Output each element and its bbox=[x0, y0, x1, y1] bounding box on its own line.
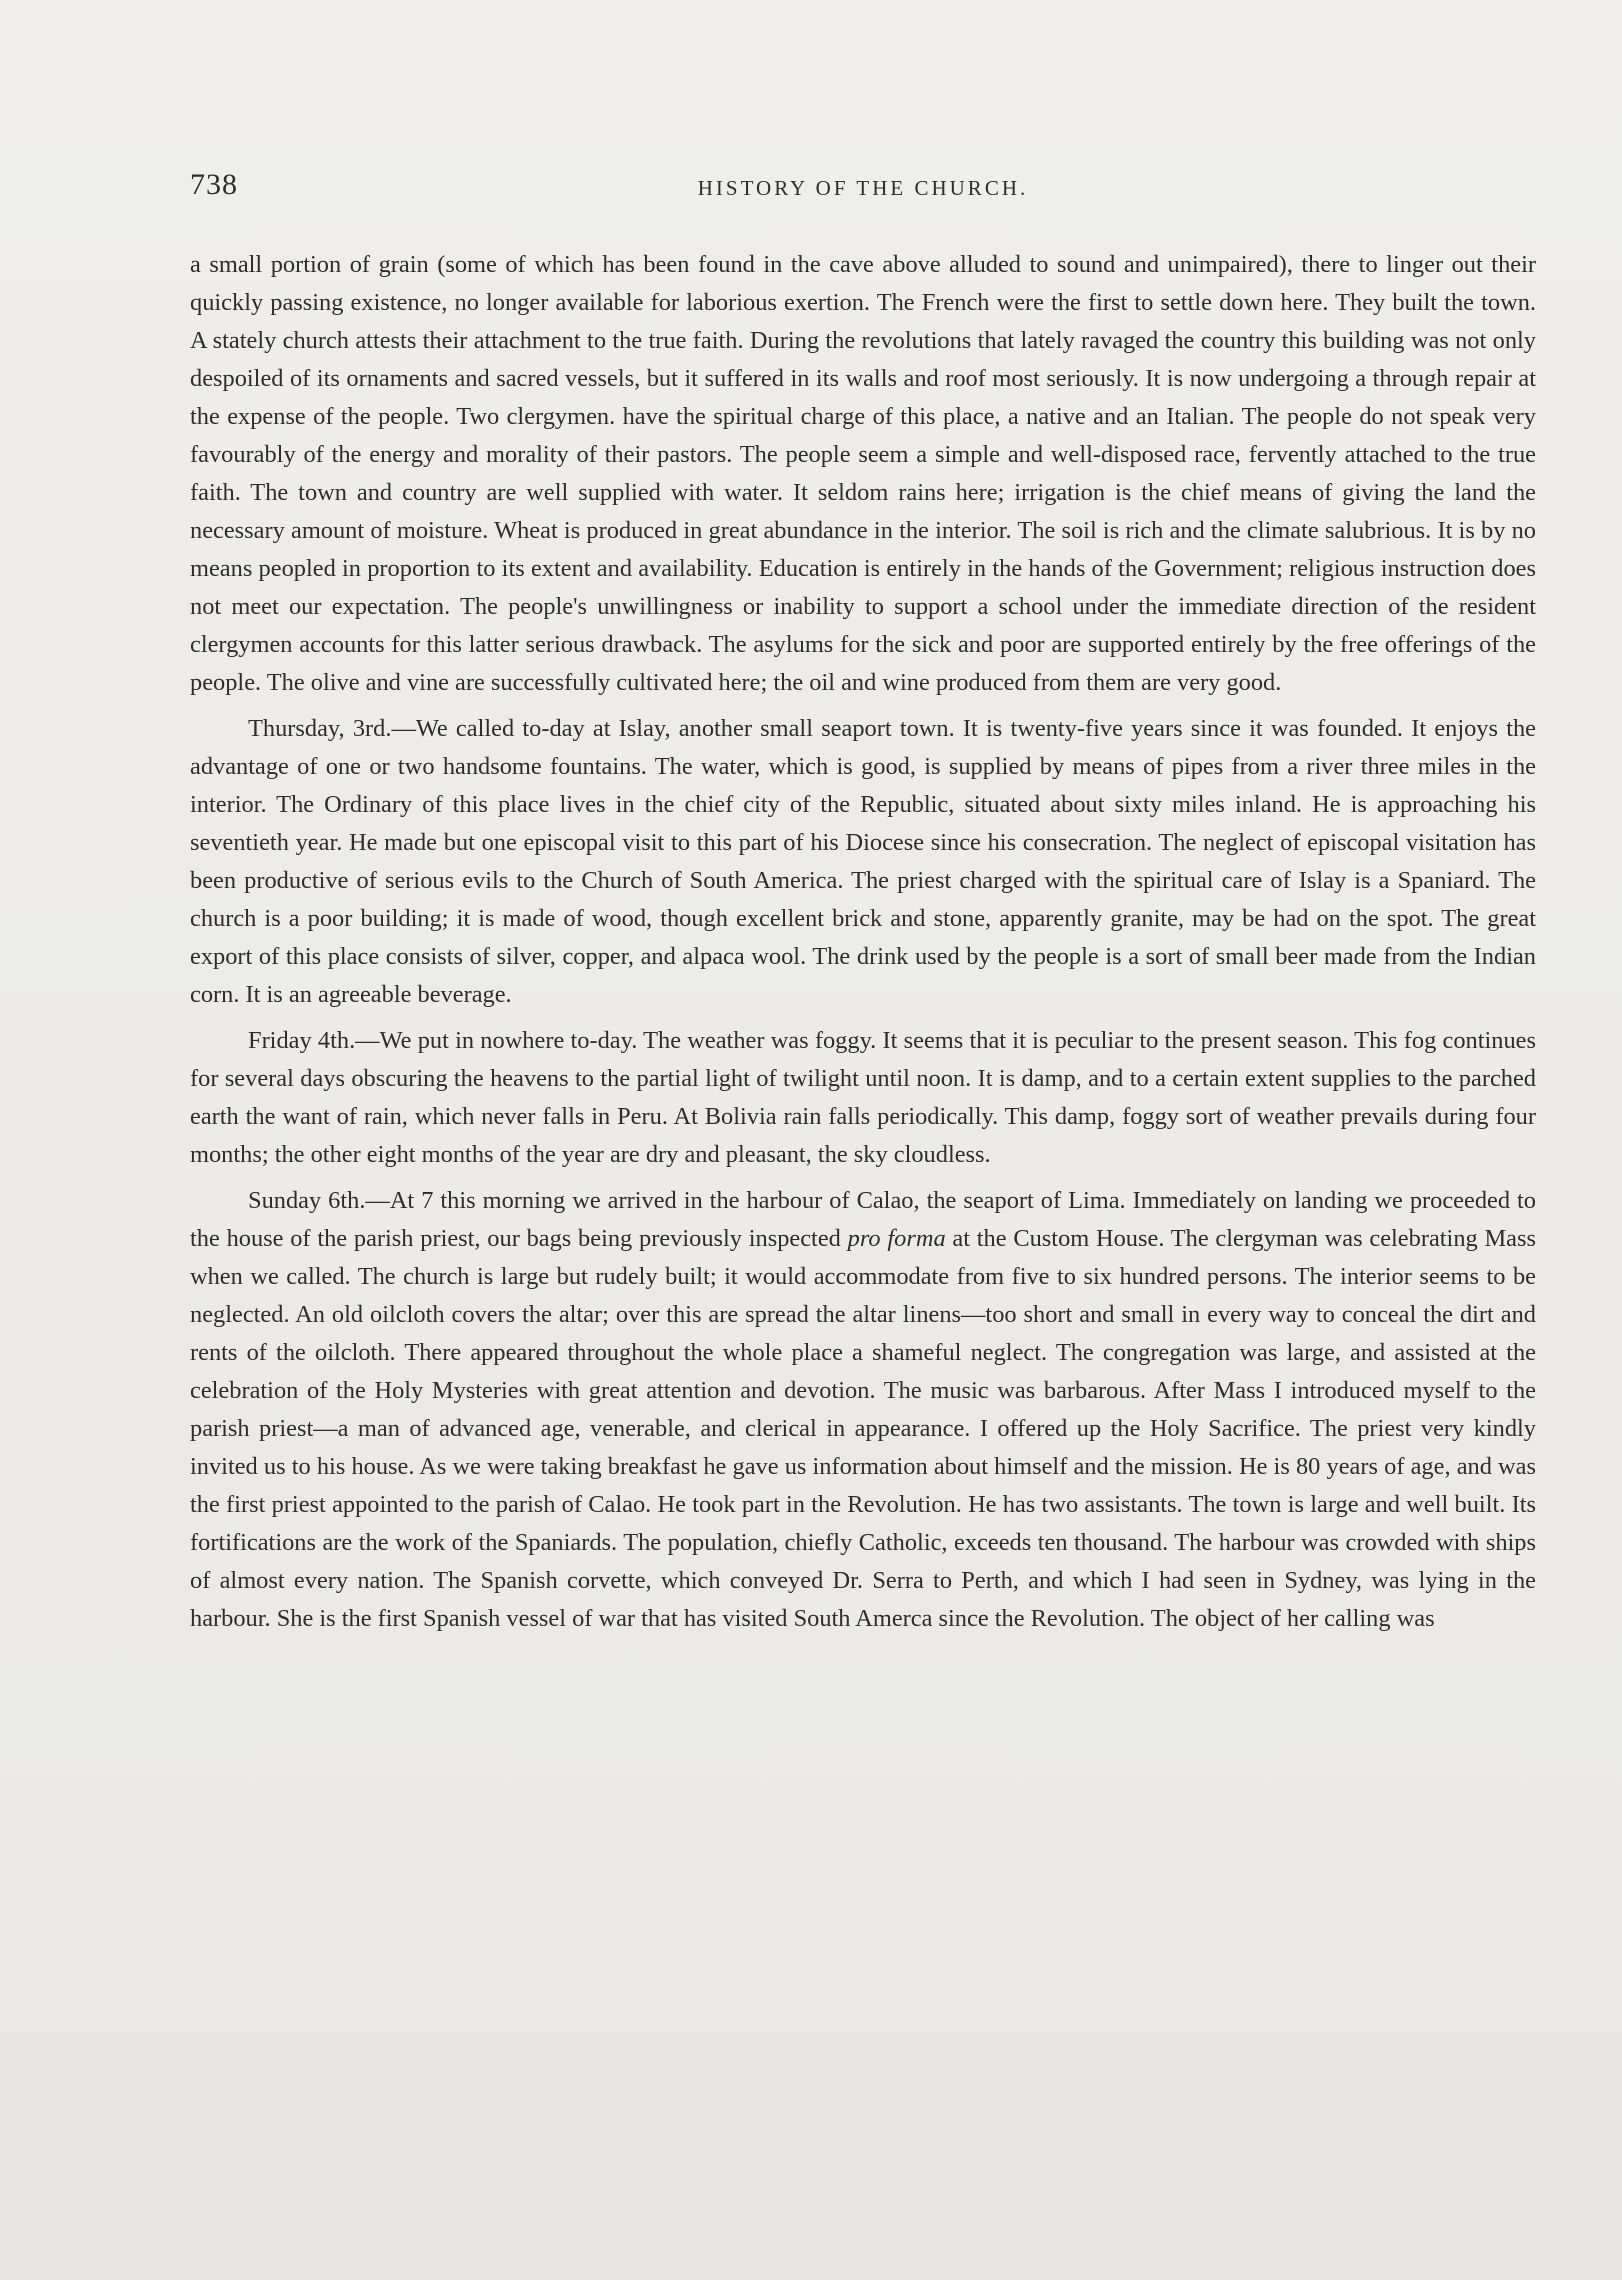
running-title: HISTORY OF THE CHURCH. bbox=[697, 176, 1029, 200]
body-text bbox=[190, 246, 1536, 1646]
sunday-text-end: at the Custom House. The clergyman was celebrating Mass when we called. The church is large but rudely built; it would accommodate from five to six hundred persons. The interior seems to be neglected. An old oilcloth covers the altar; over this are spread the altar linens—too short and small in every way to conceal the dirt and rents of the oilcloth. There appeared throughout the whole place a shameful neglect. The congregation was large, and assisted at the celebration of the Holy Mysteries with great attention and devotion. The music was barbarous. After Mass I introduced myself to the parish priest—a man of advanced age, venerable, and clerical in appearance. I offered up the Holy Sacrifice. The priest very kindly invited us to his house. As we were taking breakfast he gave us information about himself and the mission. He is 80 years of age, and was the first priest appointed to the parish of Calao. He took part in the Revolution. He has two assistants. The town is large and well built. Its fortifications are the work of the Spaniards. The population, chiefly Catholic, exceeds ten thousand. The harbour was crowded with ships of almost every nation. The Spanish corvette, which conveyed Dr. Serra to Perth, and which I had seen in Sydney, was lying in the harbour. She is the first Spanish vessel of war that has visited South Amerca since the Revolution. The object of her calling was bbox=[190, 1225, 1536, 1632]
sunday-text-start: Sunday 6th.—At 7 this morning we arrived in the harbour of Calao, the seaport of Lima. Immediately on landing we proceeded to the house of the parish priest, our bags being previously inspected bbox=[190, 1187, 1536, 1252]
paragraph-thursday: Thursday, 3rd.—We called to-day at Islay, another small seaport town. It is twenty-five years since it was founded. It enjoys the advantage of one or two handsome fountains. The water, which is good, is supplied by means of pipes from a river three miles in the interior. The Ordinary of this place lives in the chief city of the Republic, situated about sixty miles inland. He is approaching his seventieth year. He made but one episcopal visit to this part of his Diocese since his consecration. The neglect of episcopal visitation has been productive of serious evils to the Church of South America. The priest charged with the spiritual care of Islay is a Spaniard. The church is a poor building; it is made of wood, though excellent brick and stone, apparently granite, may be had on the spot. The great export of this place consists of silver, copper, and alpaca wool. The drink used by the people is a sort of small beer made from the Indian corn. It is an agreeable beverage. bbox=[190, 715, 1536, 1008]
paragraph-friday: Friday 4th.—We put in nowhere to-day. The weather was foggy. It seems that it is peculiar to the present season. This fog continues for several days obscuring the heavens to the partial light of twilight until noon. It is damp, and to a certain extent supplies to the parched earth the want of rain, which never falls in Peru. At Bolivia rain falls periodically. This damp, foggy sort of weather prevails during four months; the other eight months of the year are dry and pleasant, the sky cloudless. bbox=[190, 1027, 1536, 1168]
page-header bbox=[190, 168, 1536, 208]
paragraph-continuation: a small portion of grain (some of which has been found in the cave above alluded to sound and unimpaired), there to linger out their quickly passing existence, no longer available for laborious exertion. The French were the first to settle down here. They built the town. A stately church attests their attachment to the true faith. During the revolutions that lately ravaged the country this building was not only despoiled of its ornaments and sacred vessels, but it suffered in its walls and roof most seriously. It is now undergoing a through repair at the expense of the people. Two clergymen. have the spiritual charge of this place, a native and an Italian. The people do not speak very favourably of the energy and morality of their pastors. The people seem a simple and well-disposed race, fervently attached to the true faith. The town and country are well supplied with water. It seldom rains here; irrigation is the chief means of giving the land the necessary amount of moisture. Wheat is produced in great abundance in the interior. The soil is rich and the climate salubrious. It is by no means peopled in proportion to its extent and availability. Education is entirely in the hands of the Government; religious instruction does not meet our expectation. The people's unwillingness or inability to support a school under the immediate direction of the resident clergymen accounts for this latter serious drawback. The asylums for the sick and poor are supported entirely by the free offerings of the people. The olive and vine are successfully cultivated here; the oil and wine produced from them are very good. bbox=[190, 251, 1536, 696]
page-number: 738 bbox=[190, 168, 238, 201]
paragraph-sunday bbox=[190, 1182, 1536, 1638]
italic-phrase: pro forma bbox=[847, 1225, 946, 1252]
